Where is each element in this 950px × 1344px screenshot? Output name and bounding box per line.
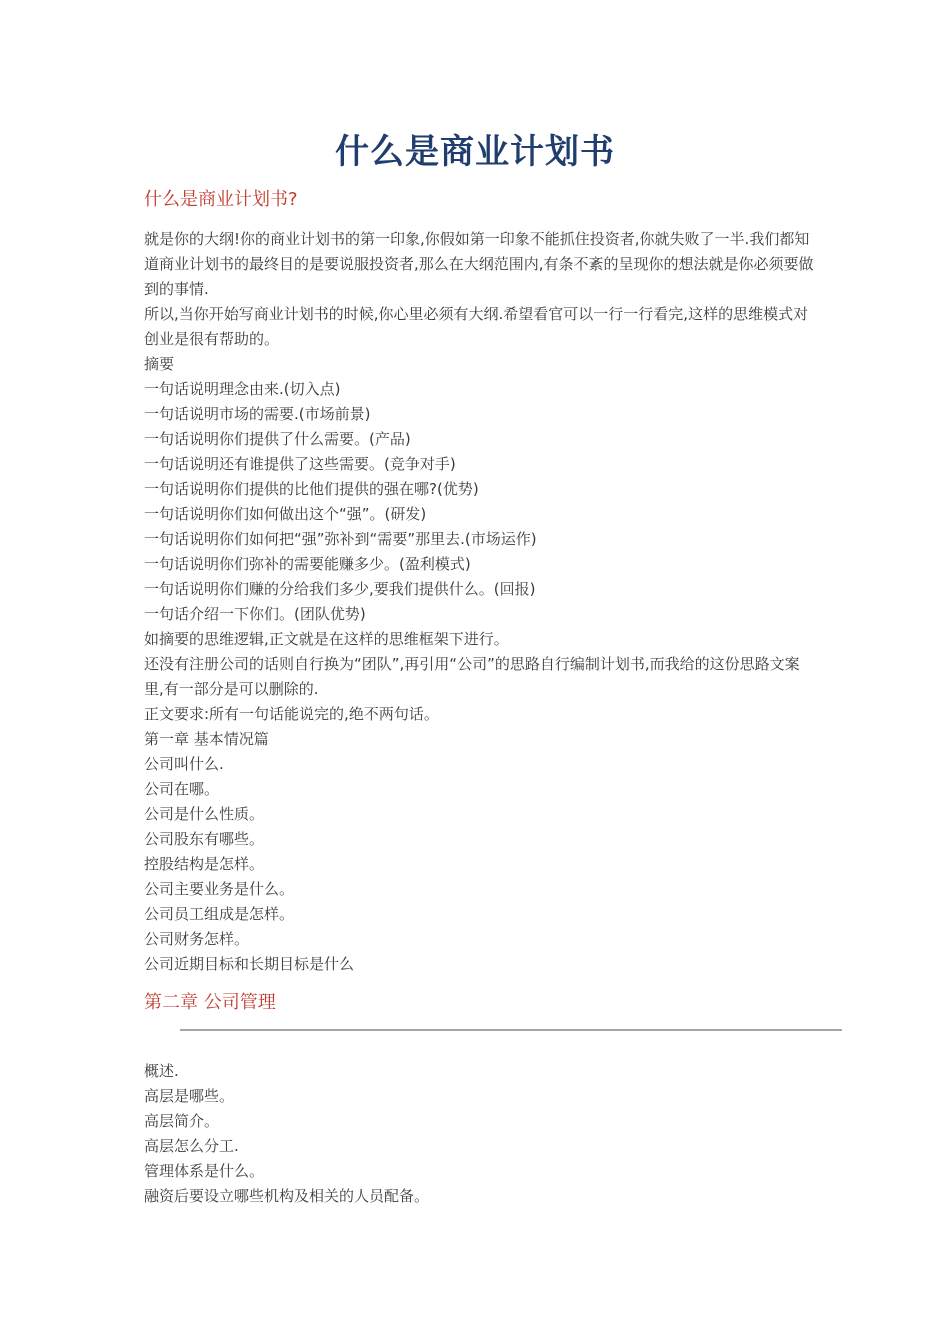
paragraph: 正文要求:所有一句话能说完的,绝不两句话。 (144, 705, 439, 723)
chapter-two-item: 融资后要设立哪些机构及相关的人员配备。 (144, 1187, 430, 1205)
summary-line: 一句话说明你们提供了什么需要。(产品) (144, 430, 411, 448)
chapter-one-item: 公司股东有哪些。 (144, 830, 265, 848)
chapter-one-item: 公司员工组成是怎样。 (144, 905, 295, 923)
chapter-one-item: 控股结构是怎样。 (144, 855, 265, 873)
chapter-one-item: 公司叫什么. (144, 755, 224, 773)
section-heading-company-management: 第二章 公司管理 (144, 992, 276, 1013)
summary-line: 一句话说明你们弥补的需要能赚多少。(盈利模式) (144, 555, 471, 573)
chapter-two-item: 高层是哪些。 (144, 1087, 235, 1105)
paragraph: 还没有注册公司的话则自行换为“团队”,再引用“公司”的思路自行编制计划书,而我给的这份思路文案里,有一部分是可以删除的. (144, 655, 800, 698)
summary-line: 一句话说明你们提供的比他们提供的强在哪?(优势) (144, 480, 479, 498)
section-heading-what-is-bp: 什么是商业计划书? (144, 189, 298, 210)
summary-line: 一句话介绍一下你们。(团队优势) (144, 605, 366, 623)
heading-divider (180, 1029, 842, 1031)
chapter-one-item: 公司是什么性质。 (144, 805, 265, 823)
chapter-two-item: 高层简介。 (144, 1112, 220, 1130)
summary-line: 一句话说明你们如何把“强”弥补到“需要”那里去.(市场运作) (144, 530, 537, 548)
paragraph: 所以,当你开始写商业计划书的时候,你心里必须有大纲.希望看官可以一行一行看完,这样的思维模式对创业是很有帮助的。 (144, 305, 809, 348)
chapter-one-item: 公司在哪。 (144, 780, 220, 798)
chapter-two-item: 高层怎么分工. (144, 1137, 239, 1155)
summary-line: 一句话说明还有谁提供了这些需要。(竞争对手) (144, 455, 456, 473)
summary-line: 一句话说明你们赚的分给我们多少,要我们提供什么。(回报) (144, 580, 536, 598)
paragraph: 摘要 (144, 355, 175, 373)
paragraph: 就是你的大纲!你的商业计划书的第一印象,你假如第一印象不能抓住投资者,你就失败了一半.我们都知道商业计划书的最终目的是要说服投资者,那么在大纲范围内,有条不紊的呈现你的想法就是你必须要做到的事情. (144, 230, 814, 298)
chapter-two-item: 管理体系是什么。 (144, 1162, 265, 1180)
chapter-one-item: 公司近期目标和长期目标是什么 (144, 955, 355, 973)
chapter-one-item: 公司财务怎样。 (144, 930, 250, 948)
summary-line: 一句话说明市场的需要.(市场前景) (144, 405, 371, 423)
chapter-one-item: 公司主要业务是什么。 (144, 880, 295, 898)
summary-line: 一句话说明你们如何做出这个“强”。(研发) (144, 505, 427, 523)
paragraph: 如摘要的思维逻辑,正文就是在这样的思维框架下进行。 (144, 630, 509, 648)
document-title: 什么是商业计划书 (335, 132, 615, 172)
chapter-one-title: 第一章 基本情况篇 (144, 730, 269, 748)
section-one-body (144, 227, 814, 977)
summary-line: 一句话说明理念由来.(切入点) (144, 380, 341, 398)
section-two-body (144, 1059, 814, 1209)
chapter-two-item: 概述. (144, 1062, 179, 1080)
